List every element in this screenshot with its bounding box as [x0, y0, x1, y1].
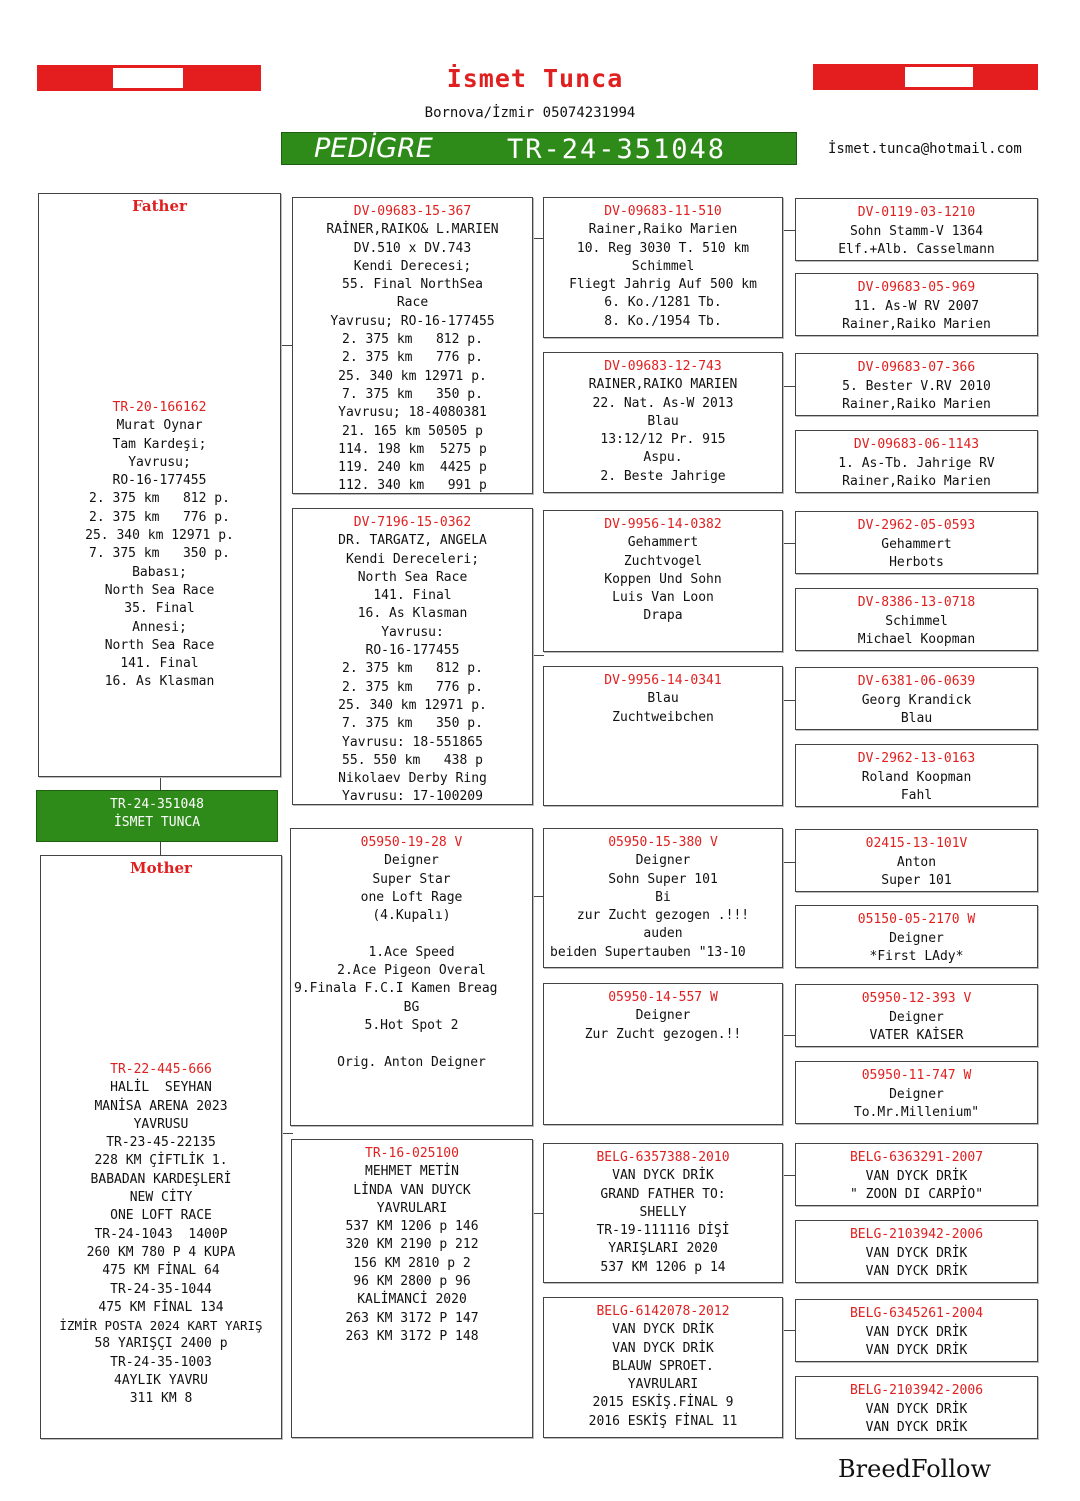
gen4-box [795, 1376, 1038, 1439]
gen2-line: Yavrusu: 18-551865 [342, 734, 483, 750]
gen3-box [543, 1297, 783, 1438]
gen2-line: Orig. Anton Deigner [337, 1054, 486, 1070]
gen2-line: MEHMET METİN [365, 1164, 459, 1180]
gen4-box [795, 273, 1038, 336]
gen4-line: VAN DYCK DRİK [865, 1324, 968, 1340]
gen4-line: Sohn Stamm-V 1364 [849, 223, 984, 239]
gen2-line: 55. 550 km 438 p [342, 752, 483, 768]
gen3-line: Blau [647, 691, 679, 707]
gen3-box [543, 828, 783, 968]
gen2-line: DR. TARGATZ, ANGELA [338, 533, 487, 549]
gen2-line: 55. Final NorthSea [342, 277, 483, 293]
gen3-line: Bi [655, 889, 671, 905]
gen2-line: DV.510 x DV.743 [353, 240, 472, 256]
father-line: Tam Kardeşi; [112, 436, 207, 452]
mother-line: NEW CİTY [129, 1190, 193, 1206]
gen2-line: Kendi Dereceleri; [345, 551, 480, 567]
gen2-line: Yavrusu: 17-100209 [342, 789, 483, 805]
mother-line: TR-24-35-1044 [110, 1281, 212, 1297]
father-heading: Father [132, 197, 187, 215]
gen4-ring: BELG-2103942-2006 [849, 1383, 984, 1398]
gen3-line: Schimmel [631, 258, 695, 274]
gen4-line: VAN DYCK DRİK [865, 1168, 968, 1184]
gen3-line: GRAND FATHER TO: [600, 1186, 726, 1202]
gen3-line: auden [643, 926, 683, 942]
gen3-line: Drapa [643, 608, 683, 624]
gen3-line: TR-19-111116 DİŞİ [596, 1223, 730, 1239]
gen2-line: BG [403, 999, 420, 1015]
gen4-line: To.Mr.Millenium" [853, 1105, 980, 1120]
gen3-line: 10. Reg 3030 T. 510 km [576, 240, 750, 256]
gen4-line: Rainer,Raiko Marien [842, 317, 991, 332]
gen3-line: 537 KM 1206 p 14 [600, 1259, 726, 1275]
mother-ring: TR-22-445-666 [110, 1062, 212, 1077]
gen4-line: Rainer,Raiko Marien [842, 397, 991, 412]
gen2-line: RO-16-177455 [365, 643, 460, 659]
gen3-line: 2016 ESKİŞ FİNAL 11 [588, 1413, 738, 1429]
gen4-line: 5. Bester V.RV 2010 [842, 378, 991, 394]
father-line: North Sea Race [104, 582, 215, 598]
father-line: 2. 375 km 812 p. [89, 491, 230, 507]
gen3-box [543, 197, 783, 338]
gen3-line: 2. Beste Jahrige [600, 468, 726, 484]
gen4-line: VAN DYCK DRİK [865, 1420, 968, 1435]
father-line: RO-16-177455 [112, 473, 207, 489]
gen2-ring: 05950-19-28 V [360, 835, 463, 850]
gen3-line: SHELLY [639, 1204, 687, 1220]
mother-line: 311 KM 8 [129, 1391, 193, 1407]
gen4-line: Michael Koopman [857, 632, 976, 647]
mother-line: BABADAN KARDEŞLERİ [90, 1171, 232, 1187]
gen2-line: Race [396, 295, 429, 311]
subject-ring: TR-24-351048 [110, 797, 204, 812]
gen3-ring: DV-9956-14-0341 [604, 673, 722, 688]
gen2-line [291, 925, 532, 943]
gen2-line: 25. 340 km 12971 p. [338, 368, 487, 384]
mother-line: 260 KM 780 P 4 KUPA [86, 1244, 236, 1260]
gen4-line: 11. As-W RV 2007 [853, 298, 980, 314]
father-line: Babası; [132, 564, 187, 580]
gen3-line: beiden Supertauben "13-10 [550, 944, 746, 960]
gen4-box [795, 744, 1038, 807]
gen4-line: VAN DYCK DRİK [865, 1343, 968, 1358]
gen3-line: Rainer,Raiko Marien [588, 222, 738, 238]
mother-line: TR-24-35-1003 [110, 1354, 212, 1370]
mother-heading: Mother [130, 859, 192, 877]
gen3-line: BLAUW SPROET. [612, 1358, 714, 1374]
gen2-line: 7. 375 km 350 p. [342, 386, 483, 402]
gen2-line: 2. 375 km 812 p. [342, 661, 483, 677]
gen2-line: 2. 375 km 812 p. [342, 332, 483, 348]
gen2-line: 9.Finala F.C.I Kamen Breag [294, 981, 498, 997]
gen4-ring: DV-6381-06-0639 [857, 674, 976, 689]
gen4-line: Elf.+Alb. Casselmann [838, 242, 995, 257]
mother-line: İZMİR POSTA 2024 KART YARIŞ [59, 1318, 263, 1334]
gen2-line: 2.Ace Pigeon Overal [337, 963, 486, 979]
gen4-line: VAN DYCK DRİK [865, 1264, 968, 1279]
gen4-line: " ZOON DI CARPİO" [849, 1187, 984, 1202]
banner-title: PEDİGRE [314, 133, 433, 164]
gen3-line: zur Zucht gezogen .!!! [576, 908, 750, 924]
gen2-line: 96 KM 2800 p 96 [353, 1274, 471, 1290]
father-line: Murat Oynar [116, 418, 203, 434]
gen4-line: Herbots [889, 555, 944, 570]
gen4-ring: DV-0119-03-1210 [857, 205, 976, 220]
mother-box [40, 855, 282, 1439]
father-ring: TR-20-166162 [112, 400, 207, 415]
mother-line: 58 YARIŞÇI 2400 p [94, 1336, 228, 1352]
gen4-ring: DV-8386-13-0718 [857, 595, 976, 610]
gen3-line: Deigner [635, 1008, 691, 1024]
owner-name: İsmet Tunca [446, 64, 624, 93]
mother-line: 475 KM FİNAL 64 [102, 1263, 220, 1279]
mother-line: HALİL SEYHAN [110, 1080, 212, 1096]
gen3-line: Luis Van Loon [612, 590, 714, 606]
gen2-box [292, 508, 533, 805]
gen2-line: Super Star [372, 871, 451, 887]
father-line: 16. As Klasman [104, 674, 215, 690]
gen2-line: RAİNER,RAIKO& L.MARIEN [326, 222, 499, 238]
gen4-ring: DV-2962-13-0163 [857, 751, 976, 766]
gen4-ring: DV-2962-05-0593 [857, 518, 976, 533]
gen2-line: 263 KM 3172 P 148 [345, 1328, 479, 1344]
mother-line: ONE LOFT RACE [110, 1208, 212, 1224]
banner-ring: TR-24-351048 [507, 134, 727, 165]
gen3-ring: BELG-6357388-2010 [596, 1150, 730, 1165]
subject-name: İSMET TUNCA [113, 815, 201, 830]
gen3-line: Blau [647, 413, 679, 429]
gen2-line: 156 KM 2810 p 2 [353, 1255, 471, 1271]
gen3-line: Zur Zucht gezogen.!! [584, 1026, 742, 1042]
mother-line: 228 KM ÇİFTLİK 1. [94, 1153, 228, 1169]
gen3-line: Zuchtweibchen [612, 709, 714, 725]
gen4-box [795, 588, 1038, 651]
gen4-box [795, 984, 1038, 1047]
father-line: 25. 340 km 12971 p. [85, 528, 234, 544]
gen2-line: 119. 240 km 4425 p [338, 460, 487, 476]
father-line: 2. 375 km 776 p. [89, 509, 230, 525]
gen2-line: 2. 375 km 776 p. [342, 679, 483, 695]
gen4-ring: 05950-11-747 W [861, 1068, 972, 1083]
gen3-line: Zuchtvogel [623, 553, 703, 569]
gen3-ring: 05950-15-380 V [608, 835, 718, 850]
gen2-line: 537 KM 1206 p 146 [345, 1219, 479, 1235]
mother-line: 475 KM FİNAL 134 [98, 1299, 224, 1315]
gen4-line: 1. As-Tb. Jahrige RV [838, 455, 995, 471]
gen3-line: Koppen Und Sohn [604, 571, 722, 587]
gen3-line: VAN DYCK DRİK [612, 1322, 714, 1338]
gen2-line: 25. 340 km 12971 p. [338, 697, 487, 713]
gen2-box [292, 197, 533, 494]
gen4-line: Fahl [900, 788, 933, 803]
gen2-line: 141. Final [373, 588, 452, 604]
gen2-line: 114. 198 km 5275 p [338, 441, 487, 457]
gen3-box [543, 666, 783, 806]
gen4-line: Blau [900, 711, 933, 726]
gen2-line: KALİMANCİ 2020 [357, 1292, 467, 1308]
gen4-line: Deigner [889, 1009, 944, 1025]
father-box [38, 193, 281, 777]
gen4-box [795, 430, 1038, 493]
gen2-line: 263 KM 3172 P 147 [345, 1310, 479, 1326]
mother-line: 4AYLIK YAVRU [114, 1373, 208, 1389]
gen4-line: Super 101 [881, 873, 952, 888]
gen4-line: Roland Koopman [861, 769, 972, 785]
gen3-line: 6. Ko./1281 Tb. [604, 295, 722, 311]
gen3-line: Sohn Super 101 [608, 871, 718, 887]
gen2-line: YAVRULARI [376, 1200, 448, 1216]
gen2-box [290, 828, 533, 1126]
gen3-line: 13:12/12 Pr. 915 [600, 432, 726, 448]
gen3-box [543, 1143, 783, 1283]
gen4-ring: BELG-6345261-2004 [849, 1306, 984, 1321]
gen2-line: North Sea Race [357, 569, 468, 585]
gen4-line: VATER KAİSER [869, 1028, 964, 1043]
flag-left [37, 65, 261, 91]
gen4-box [795, 353, 1038, 416]
pedigree-banner [281, 132, 797, 165]
gen4-ring: DV-09683-05-969 [857, 280, 976, 295]
gen2-line: 5.Hot Spot 2 [364, 1017, 459, 1033]
mother-line: TR-23-45-22135 [106, 1135, 216, 1151]
gen2-line: 7. 375 km 350 p. [342, 716, 483, 732]
gen3-box [543, 352, 783, 493]
gen3-line: 22. Nat. As-W 2013 [592, 395, 734, 411]
gen4-line: Deigner [889, 1086, 944, 1102]
gen4-ring: BELG-6363291-2007 [849, 1150, 984, 1165]
gen4-ring: 05150-05-2170 W [857, 912, 976, 927]
gen4-ring: 02415-13-101V [865, 836, 968, 851]
gen4-ring: DV-09683-06-1143 [853, 437, 980, 452]
gen4-line: Rainer,Raiko Marien [842, 474, 991, 489]
gen2-line: Yavrusu; RO-16-177455 [330, 313, 495, 329]
gen3-ring: DV-09683-12-743 [604, 359, 722, 374]
gen4-line: Georg Krandick [861, 692, 972, 708]
gen4-ring: BELG-2103942-2006 [849, 1227, 984, 1242]
gen2-line: (4.Kupalı) [372, 908, 451, 924]
gen3-line: VAN DYCK DRİK [612, 1168, 714, 1184]
father-line: Yavrusu; [128, 454, 191, 470]
gen4-box [795, 905, 1038, 968]
mother-line: MANİSA ARENA 2023 [94, 1098, 228, 1114]
mother-line: YAVRUSU [133, 1116, 189, 1132]
gen3-ring: DV-09683-11-510 [604, 204, 722, 219]
father-line: Annesi; [132, 619, 187, 635]
gen3-line: Gehammert [627, 535, 699, 551]
gen2-ring: DV-09683-15-367 [353, 204, 472, 219]
gen2-line: Nikolaev Derby Ring [338, 771, 487, 787]
gen3-box [543, 510, 783, 652]
gen4-line: Schimmel [885, 613, 948, 629]
gen4-box [795, 511, 1038, 574]
gen4-line: Anton [896, 854, 937, 870]
gen4-box [795, 667, 1038, 730]
subject-pigeon [36, 790, 278, 842]
gen2-line: 21. 165 km 50505 p [342, 423, 483, 439]
gen3-ring: BELG-6142078-2012 [596, 1304, 730, 1319]
gen2-line: 16. As Klasman [357, 606, 468, 622]
mother-line: TR-24-1043 1400P [94, 1226, 228, 1242]
gen2-line: Kendi Derecesi; [353, 258, 472, 274]
gen2-line: one Loft Rage [360, 889, 463, 905]
gen3-line: VAN DYCK DRİK [612, 1340, 714, 1356]
owner-address: Bornova/İzmir 05074231994 [424, 105, 636, 121]
gen4-line: Gehammert [881, 536, 952, 552]
father-line: 141. Final [120, 656, 199, 672]
gen2-ring: DV-7196-15-0362 [353, 515, 472, 530]
gen3-line: Fliegt Jahrig Auf 500 km [569, 277, 757, 293]
father-line: 35. Final [124, 601, 195, 617]
gen3-line: Deigner [635, 853, 691, 869]
gen4-ring: DV-09683-07-366 [857, 360, 976, 375]
gen2-line: Yavrusu: [381, 624, 444, 640]
gen2-line: 2. 375 km 776 p. [342, 350, 483, 366]
gen4-box [795, 1143, 1038, 1206]
gen4-line: *First LAdy* [869, 949, 964, 964]
gen3-line: YARIŞLARI 2020 [608, 1241, 718, 1257]
gen2-line: Yavrusu; 18-4080381 [338, 405, 487, 421]
gen2-line [291, 1035, 532, 1053]
gen3-line: Aspu. [643, 450, 683, 466]
gen4-ring: 05950-12-393 V [861, 991, 972, 1006]
gen4-line: VAN DYCK DRİK [865, 1245, 968, 1261]
father-line: 7. 375 km 350 p. [89, 546, 230, 562]
gen4-box [795, 1061, 1038, 1124]
owner-email: İsmet.tunca@hotmail.com [828, 141, 1022, 157]
father-line: North Sea Race [104, 637, 215, 653]
gen3-line: RAINER,RAIKO MARIEN [588, 377, 738, 393]
gen4-box [795, 198, 1038, 261]
gen3-line: 8. Ko./1954 Tb. [604, 313, 722, 329]
gen2-box [291, 1139, 533, 1438]
gen2-line: 112. 340 km 991 p [338, 478, 487, 494]
flag-right [813, 64, 1038, 90]
gen3-box [543, 983, 783, 1125]
gen4-line: VAN DYCK DRİK [865, 1401, 968, 1417]
gen4-box [795, 1220, 1038, 1283]
gen2-line: Deigner [384, 853, 439, 869]
gen3-ring: DV-9956-14-0382 [604, 517, 722, 532]
gen4-line: Deigner [889, 930, 944, 946]
brand-logo: BreedFollow [838, 1455, 992, 1483]
gen2-line: LİNDA VAN DUYCK [353, 1182, 471, 1198]
gen3-ring: 05950-14-557 W [608, 990, 718, 1005]
gen4-box [795, 829, 1038, 892]
gen3-line: 2015 ESKİŞ.FİNAL 9 [592, 1395, 734, 1411]
gen4-box [795, 1299, 1038, 1362]
gen3-line: YAVRULARI [627, 1377, 699, 1393]
gen2-line: 320 KM 2190 p 212 [345, 1237, 479, 1253]
gen2-ring: TR-16-025100 [365, 1146, 459, 1161]
gen2-line: 1.Ace Speed [368, 944, 455, 960]
